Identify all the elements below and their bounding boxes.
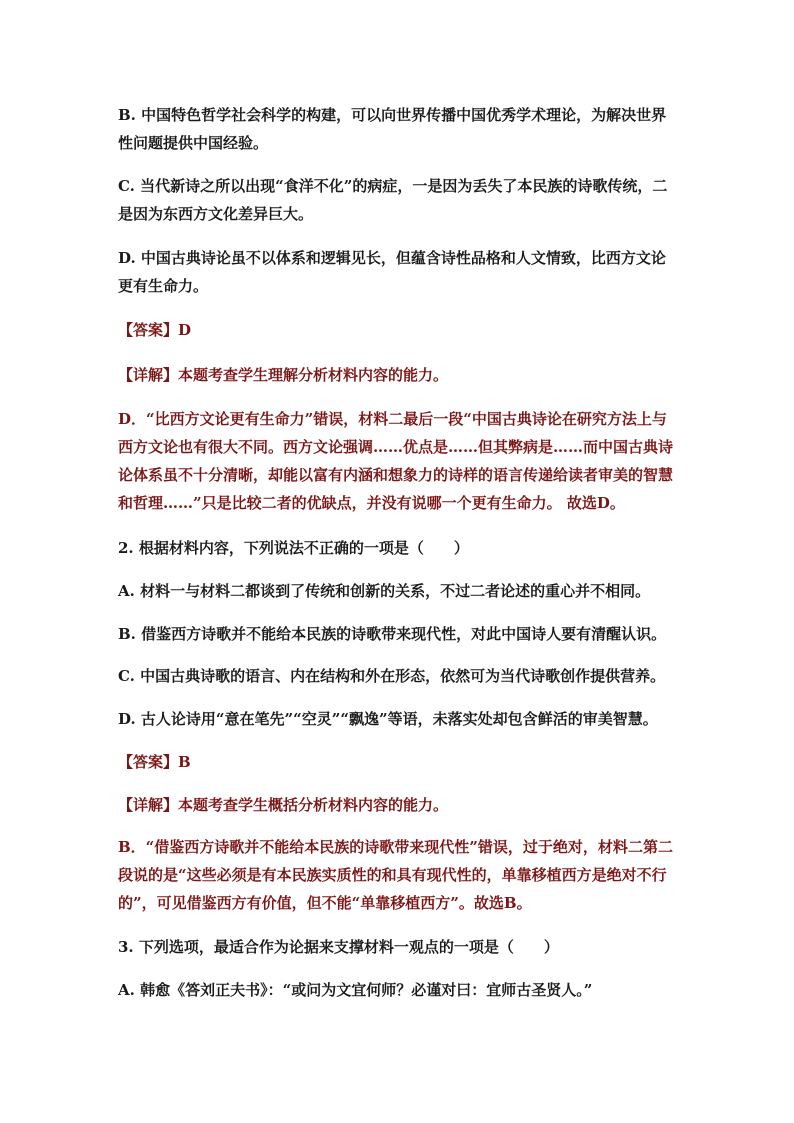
detail-2: [118, 791, 678, 819]
detail-tag: 【详解】: [118, 796, 179, 814]
answer-tag: 【答案】: [118, 753, 179, 771]
question-2: 2. 根据材料内容，下列说法不正确的一项是（ ）: [118, 539, 469, 557]
answer-tag: 【答案】: [118, 321, 179, 339]
q2-option-c: C. 中国古典诗歌的语言、内在结构和外在形态，依然可为当代诗歌创作提供营养。: [118, 667, 666, 685]
q1-option-d: D. 中国古典诗论虽不以体系和逻辑见长，但蕴含诗性品格和人文情致，比西方文论更有生命力。: [118, 249, 666, 295]
detail-text: 本题考查学生概括分析材料内容的能力。: [178, 796, 449, 814]
q2-option-d: D. 古人论诗用“意在笔先”“空灵”“飘逸”等语，未落实处却包含鲜活的审美智慧。: [118, 710, 658, 728]
answer-2: [118, 748, 678, 776]
answer-value: B: [178, 753, 191, 771]
explanation-1: D．“比西方文论更有生命力”错误，材料二最后一段“中国古典诗论在研究方法上与西方文论也有很大不同。西方文论强调……优点是……但其弊病是……而中国古典诗论体系虽不十分清晰，却能以富有内涵和想象力的诗样的语言传递给读者审美的智慧和哲理……”只是比较二者的优缺点，并没有说哪一个更有生命力。 故选D。: [118, 410, 674, 512]
q3-option-a: A. 韩愈《答刘正夫书》：“或问为文宜何师？必谨对曰：宜师古圣贤人。”: [118, 981, 593, 999]
answer-1: [118, 316, 678, 344]
explanation-2: B．“借鉴西方诗歌并不能给本民族的诗歌带来现代性”错误，过于绝对，材料二第二段说的是“这些必须是有本民族实质性的和具有现代性的，单靠移植西方是绝对不行的”，可见借鉴西方有价值，但不能“单靠移植西方”。故选B。: [118, 838, 673, 912]
detail-1: [118, 361, 678, 389]
answer-value: D: [178, 321, 192, 339]
question-3: 3. 下列选项，最适合作为论据来支撑材料一观点的一项是（ ）: [118, 938, 559, 956]
detail-tag: 【详解】: [118, 366, 179, 384]
detail-text: 本题考查学生理解分析材料内容的能力。: [178, 366, 449, 384]
q2-option-a: A. 材料一与材料二都谈到了传统和创新的关系，不过二者论述的重心并不相同。: [118, 582, 651, 600]
q2-option-b: B. 借鉴西方诗歌并不能给本民族的诗歌带来现代性，对此中国诗人要有清醒认识。: [118, 625, 667, 643]
q1-option-c: C. 当代新诗之所以出现“食洋不化”的病症，一是因为丢失了本民族的诗歌传统，二是因为东西方文化差异巨大。: [118, 177, 668, 223]
q1-option-b: B. 中国特色哲学社会科学的构建，可以向世界传播中国优秀学术理论，为解决世界性问题提供中国经验。: [118, 106, 667, 152]
